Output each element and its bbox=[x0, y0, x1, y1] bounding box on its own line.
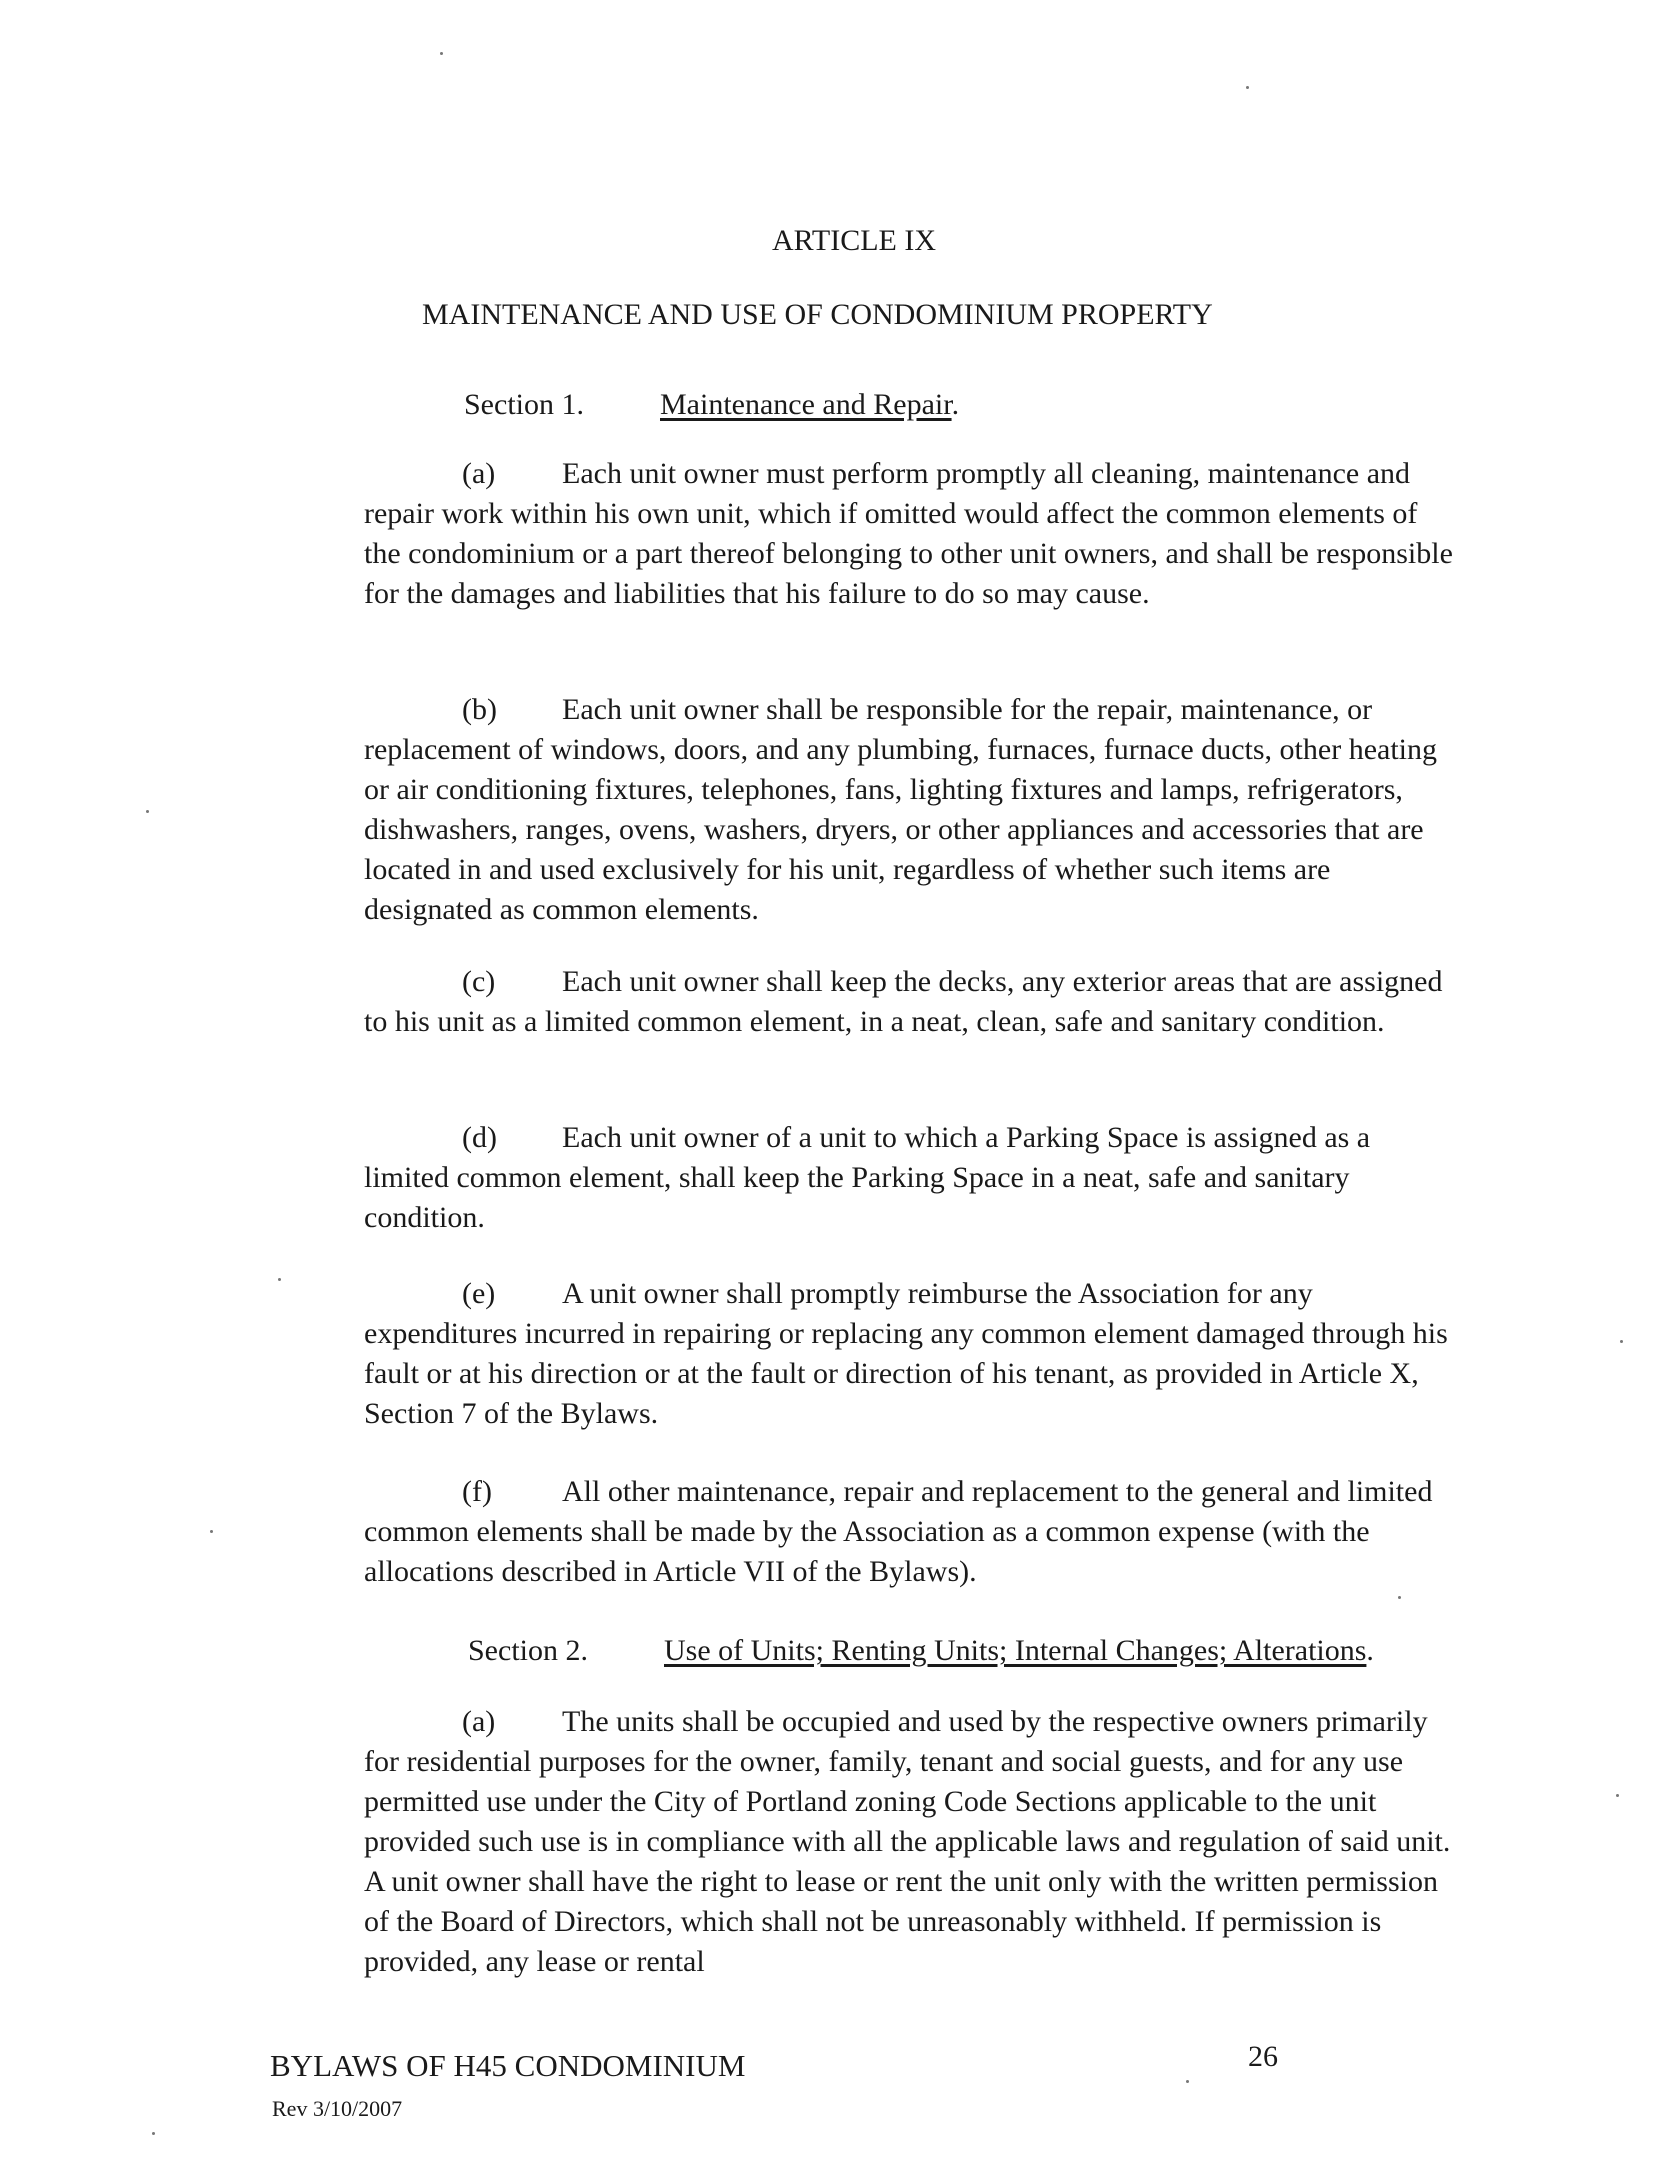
section-2-number: Section 2. bbox=[468, 1634, 588, 1667]
paragraph-s1-f bbox=[364, 1472, 1460, 1592]
article-heading: ARTICLE IX bbox=[772, 224, 937, 257]
section-1-title-suffix: . bbox=[951, 388, 960, 421]
paragraph-label: (c) bbox=[462, 965, 496, 998]
paragraph-s1-d bbox=[364, 1118, 1460, 1238]
paragraph-text: All other maintenance, repair and replacement to the general and limited common elements shall be made by the Association as a common expense (with the allocations described in Article VII of the Bylaws). bbox=[364, 1475, 1433, 1588]
paragraph-s1-b bbox=[364, 690, 1460, 930]
paragraph-text: A unit owner shall promptly reimburse the Association for any expenditures incurred in repairing or replacing any common element damaged through his fault or at his direction or at the fault or direction of his tenant, as provided in Article X, Section 7 of the Bylaws. bbox=[364, 1277, 1448, 1430]
section-2-title-suffix: . bbox=[1366, 1634, 1374, 1667]
scan-speck bbox=[152, 2132, 155, 2135]
footer-title: BYLAWS OF H45 CONDOMINIUM bbox=[270, 2048, 746, 2083]
paragraph-label: (b) bbox=[462, 693, 497, 726]
paragraph-label: (f) bbox=[462, 1475, 492, 1508]
paragraph-label: (e) bbox=[462, 1277, 496, 1310]
paragraph-s1-e bbox=[364, 1274, 1460, 1434]
scan-speck bbox=[440, 52, 443, 55]
scan-speck bbox=[1186, 2080, 1189, 2083]
footer-revision: Rev 3/10/2007 bbox=[272, 2096, 403, 2121]
section-1-heading bbox=[464, 388, 959, 422]
paragraph-label: (d) bbox=[462, 1121, 497, 1154]
section-2-title: Use of Units; Renting Units; Internal Changes; Alterations bbox=[664, 1634, 1367, 1667]
scan-speck bbox=[1616, 1794, 1619, 1797]
scan-speck bbox=[1246, 86, 1249, 89]
paragraph-text: The units shall be occupied and used by the respective owners primarily for residential purposes for the owner, family, tenant and social guests, and for any use permitted use under the City of Portland zoning Code Sections applicable to the unit provided such use is in compliance with all the applicable laws and regulation of said unit. A unit owner shall have the right to lease or rent the unit only with the written permission of the Board of Directors, which shall not be unreasonably withheld. If permission is provided, any lease or rental bbox=[364, 1705, 1451, 1978]
paragraph-s2-a bbox=[364, 1702, 1460, 1982]
paragraph-s1-a bbox=[364, 454, 1460, 614]
paragraph-text: Each unit owner shall be responsible for the repair, maintenance, or replacement of windows, doors, and any plumbing, furnaces, furnace ducts, other heating or air conditioning fixtures, telephones, fans, lighting fixtures and lamps, refrigerators, dishwashers, ranges, ovens, washers, dryers, or other appliances and accessories that are located in and used exclusively for his unit, regardless of whether such items are designated as common elements. bbox=[364, 693, 1437, 926]
paragraph-label: (a) bbox=[462, 1705, 496, 1738]
section-1-number: Section 1. bbox=[464, 388, 584, 421]
scan-speck bbox=[146, 810, 149, 813]
scan-speck bbox=[278, 1278, 281, 1281]
scan-speck bbox=[210, 1530, 213, 1533]
paragraph-text: Each unit owner shall keep the decks, any exterior areas that are assigned to his unit as a limited common element, in a neat, clean, safe and sanitary condition. bbox=[364, 965, 1443, 1038]
paragraph-label: (a) bbox=[462, 457, 496, 490]
paragraph-s1-c bbox=[364, 962, 1460, 1042]
paragraph-text: Each unit owner of a unit to which a Parking Space is assigned as a limited common element, shall keep the Parking Space in a neat, safe and sanitary condition. bbox=[364, 1121, 1371, 1234]
paragraph-text: Each unit owner must perform promptly all cleaning, maintenance and repair work within his own unit, which if omitted would affect the common elements of the condominium or a part thereof belonging to other unit owners, and shall be responsible for the damages and liabilities that his failure to do so may cause. bbox=[364, 457, 1453, 610]
scan-speck bbox=[1398, 1596, 1401, 1599]
article-title: MAINTENANCE AND USE OF CONDOMINIUM PROPERTY bbox=[422, 298, 1213, 331]
scan-speck bbox=[1620, 1340, 1623, 1343]
section-2-heading bbox=[468, 1634, 1374, 1668]
page-number: 26 bbox=[1248, 2040, 1278, 2073]
section-1-title: Maintenance and Repair bbox=[660, 388, 952, 421]
